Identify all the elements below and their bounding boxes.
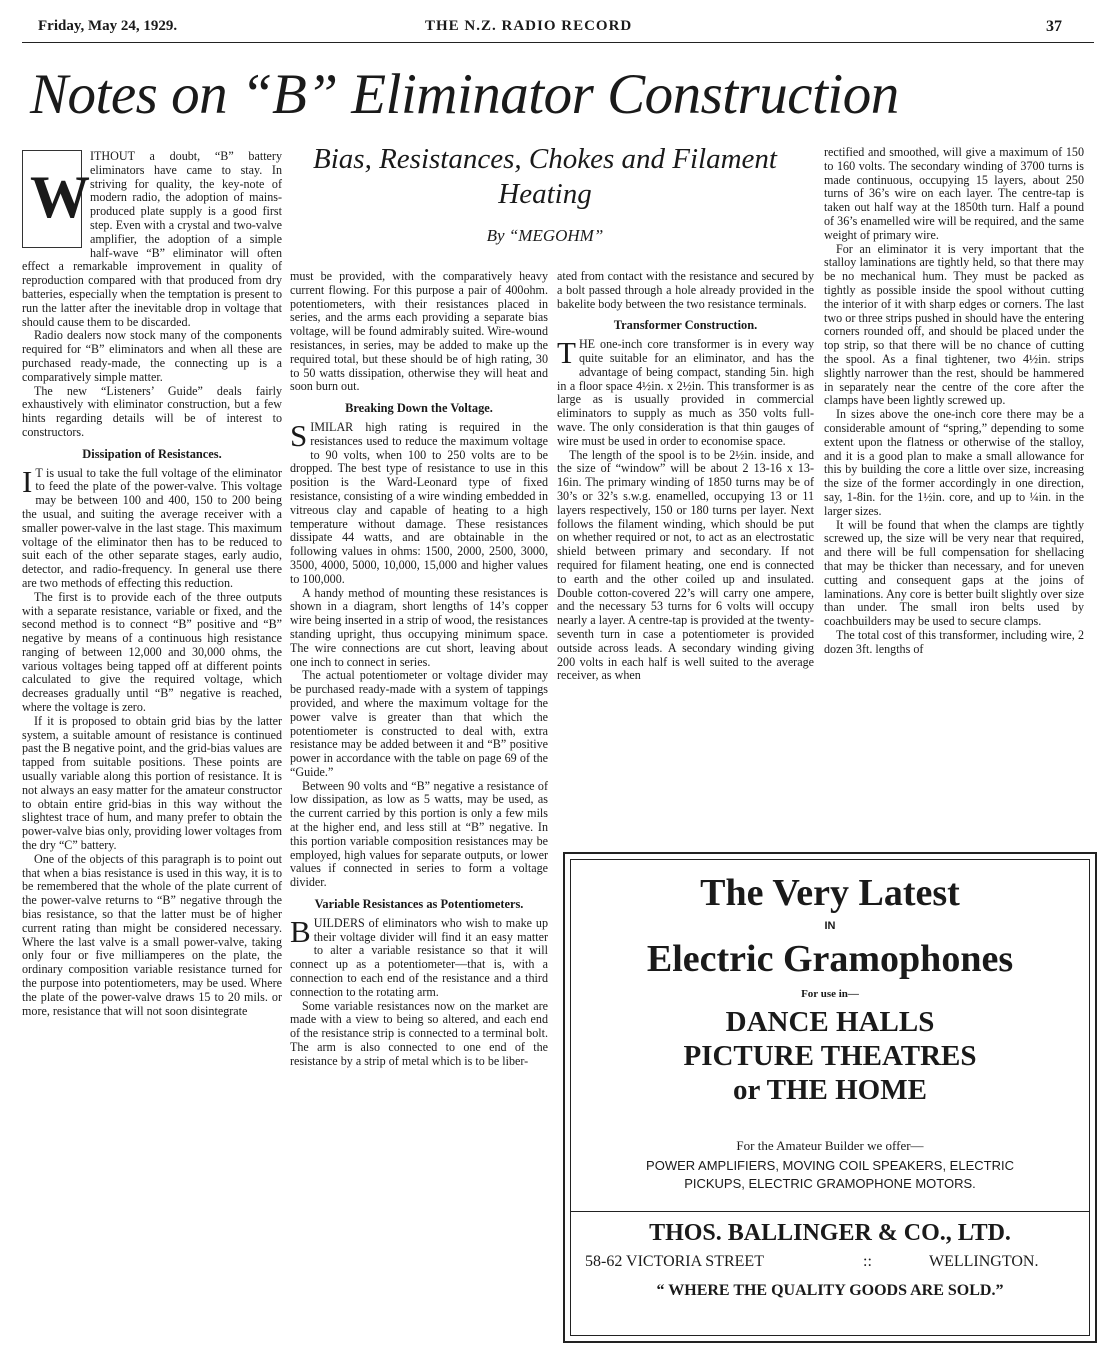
paragraph: I T is usual to take the full voltage of the eliminator to feed the plate of the power-valve. This voltage may be between 100 and 400, 150 to 200 being the usual, and suiting the average receiver with a smaller power-valve in the last stage. This maximum voltage of the eliminator then has to be reduced to suit each of the other separate stages, early audio, detector, and radio-frequency. In general use there are two methods of effecting this reduction. bbox=[22, 463, 282, 590]
drop-cap: T bbox=[557, 335, 576, 371]
byline: By “MEGOHM” bbox=[486, 226, 604, 245]
drop-cap: I bbox=[22, 463, 33, 499]
publication-name: THE N.Z. RADIO RECORD bbox=[425, 18, 633, 34]
section-heading: Breaking Down the Voltage. bbox=[345, 401, 493, 416]
article-subtitle: Bias, Resistances, Chokes and Filament Heating bbox=[313, 143, 777, 210]
advertisement bbox=[563, 852, 1097, 1343]
ad-address: 58-62 VICTORIA STREET bbox=[585, 1253, 764, 1270]
ad-venue-dance-halls: DANCE HALLS bbox=[725, 1006, 935, 1038]
ad-headline: The Very Latest bbox=[700, 872, 960, 914]
paragraph: It will be found that when the clamps are tightly screwed up, the size will be very near that required, and there will be full compensation for shellacing that may be thicker than necessary, and for uneven cutting and consequent gaps at the joins of laminations. Any core is better built slightly over size than under. The small iron belts used by coachbuilders may be used to secure clamps. bbox=[824, 517, 1084, 629]
paragraph: rectified and smoothed, will give a maximum of 150 to 160 volts. The secondary winding of 3700 turns is made continuous, occupying 15 layers, about 250 turns of 36’s wire on each layer. The centre-tap is taken out half way at the 1850th turn. Half a pound of 36’s enamelled wire will be required, and the same weight of primary wire. bbox=[824, 145, 1084, 242]
article-title: Notes on “B” Eliminator Construction bbox=[30, 63, 899, 126]
section-heading: Variable Resistances as Potentiometers. bbox=[314, 897, 524, 912]
section-heading: Dissipation of Resistances. bbox=[82, 446, 222, 461]
paragraph: For an eliminator it is very important that the stalloy laminations are tightly held, so that there may be no mechanical hum. They must be packed as tightly as possible inside the spool without cutting the interior of it with sharp edges or corners. The last two or three strips pushed in should have the entering corners rounded off, and should be placed under the top strip, so that there will be no chance of cutting the spool. As a final tightener, two 4½in. strips slightly narrower than the rest, should be hammered in separately near the centre of the core after the clamps have been lightly screwed up. bbox=[824, 241, 1084, 408]
ornamental-drop-cap: W bbox=[22, 150, 82, 248]
paragraph: BUILDERS of eliminators who wish to make up their voltage divider will find it an easy matter to alter a variable resistance so that it will connect up as a potentiometer—that is, with a connection to each end of the resistance and a third connection to the rotating arm. bbox=[290, 913, 548, 999]
paragraph: The length of the spool is to be 2½in. inside, and the size of “window” will be about 2 13-16 x 13-16in. The primary winding of 1850 turns may be of 30’s or 32’s s.w.g. enamelled, occupying 13 or 11 layers respectively, 150 or 180 turns per layer. Next follows the filament winding, which should be put on whether required or not, to act as an electrostatic shield between primary and secondary. If not required for filament heating, one end is connected to earth and the other coiled up and insulated. Double cotton-covered 22’s will carry one ampere, and the necessary 53 turns for 6 volts will occupy nearly a layer. A centre-tap is provided at the twenty-seventh turn in case a potentiometer is provided outside across leads. A secondary winding giving 200 volts in each half is well suited to the average receiver, as when bbox=[557, 447, 814, 683]
article-column-1 bbox=[22, 150, 282, 1018]
paragraph: Some variable resistances now on the market are made with a view to being so altered, and each end of the resistance strip is connected to a terminal bolt. The arm is also connected to one end of the resistance by a strip of metal which is to be liber- bbox=[290, 998, 548, 1068]
paragraph: SIMILAR high rating is required in the resistances used to reduce the maximum voltage to 90 volts, when 100 to 250 volts are to be dropped. The best type of resistance to use in this position is the Ward-Leonard type of fixed resistance, consisting of a wire winding embedded in vitreous clay and capable of heating to a high temperature without damage. These resistances dissipate 44 watts, and are obtainable in the following values in ohms: 1500, 2000, 2500, 3000, 3500, 4000, 5000, 10,000, 15,000 and higher values to 100,000. bbox=[290, 417, 548, 586]
section-heading: Transformer Construction. bbox=[613, 318, 758, 333]
ad-product: Electric Gramophones bbox=[646, 938, 1014, 980]
ad-separator: :: bbox=[863, 1253, 872, 1270]
article-column-2 bbox=[290, 270, 548, 1069]
page-number: 37 bbox=[1046, 18, 1062, 35]
paragraph: The total cost of this transformer, including wire, 2 dozen 3ft. lengths of bbox=[824, 627, 1084, 656]
paragraph: The first is to provide each of the three outputs with a separate resistance, variable or fixed, and the second method is to connect “B” positive and “B” negative by means of a continuous high resistance ranging of between 12,000 and 30,000 ohms, the various voltages being tapped off at different points calculated to give the required voltage, which decreases gradually until “B” negative is reached, where the voltage is zero. bbox=[22, 589, 282, 715]
paragraph: The actual potentiometer or voltage divider may be purchased ready-made with a system of tappings provided, and where the maximum voltage for the power valve is greater than that which the potentiometer is constructed to deal with, extra resistance may be added between it and “B” positive power in accordance with the table on page 69 of the “Guide.” bbox=[290, 668, 548, 779]
header-rule bbox=[22, 42, 1094, 43]
paragraph: ated from contact with the resistance and secured by a bolt passed through a hole already provided in the bakelite body between the two resistance terminals. bbox=[557, 269, 814, 311]
paragraph: must be provided, with the comparatively heavy current flowing. For this purpose a pair of 400ohm. potentiometers, with their resistances placed in series, and the arms each providing a separate bias voltage, will be found admirably suited. Wire-wound resistances, in series, may be added to make up the required total, but these should be of high rating, 30 to 50 watts dissipation, otherwise they will heat and soon burn out. bbox=[290, 269, 548, 394]
paragraph: The new “Listeners’ Guide” deals fairly exhaustively with eliminator construction, but a few hints regarding details will be of interest to constructors. bbox=[22, 383, 282, 439]
ad-divider bbox=[570, 1211, 1090, 1212]
ad-company-name: THOS. BALLINGER & CO., LTD. bbox=[649, 1220, 1011, 1246]
paragraph: Between 90 volts and “B” negative a resistance of low dissipation, as low as 5 watts, may be used, as the current carried by this portion is only a few mils at the higher end, and less still at “B” negative. In this portion variable composition resistances may be employed, high values for separate outputs, or lower values if connected in series to form a voltage divider. bbox=[290, 778, 548, 890]
paragraph: A handy method of mounting these resistances is shown in a diagram, short lengths of 14’s copper wire being inserted in a strip of wood, the resistances standing upright, thus occupying minimum space. The wire connections are cut short, leaving about one inch to connect in series. bbox=[290, 585, 548, 669]
ad-venue-picture-theatres: PICTURE THEATRES bbox=[683, 1040, 977, 1072]
ad-for-use: For use in— bbox=[801, 988, 859, 1000]
ad-offer: For the Amateur Builder we offer— bbox=[736, 1138, 924, 1153]
ad-products-line-2: PICKUPS, ELECTRIC GRAMOPHONE MOTORS. bbox=[684, 1176, 976, 1191]
article-column-3 bbox=[557, 270, 814, 683]
ad-city: WELLINGTON. bbox=[929, 1253, 1039, 1270]
paragraph: THE one-inch core transformer is in every way quite suitable for an eliminator, and has the advantage of being compact, standing 5in. high in a floor space 4½in. x 2½in. This transformer is as large as is usually provided in commercial eliminators to supply as much as 350 volts full-wave. The only consideration is that thin gauges of wire must be used in order to economise space. bbox=[557, 335, 814, 448]
paragraph: One of the objects of this paragraph is to point out that when a bias resistance is used in this way, it is to be remembered that the whole of the plate current of the power-valve returns to “B” negative through the bias resistance, so that the latter must be of higher current rating than might be considered necessary. Where the last valve is a small power-valve, taking only four or five milliamperes on the plate, the ordinary composition variable resistance turned for the purpose into potentiometers, may be used. Where the plate of the power-valve draws 15 to 20 mils. or more, resistance that will not soon disintegrate bbox=[22, 851, 282, 1018]
issue-date: Friday, May 24, 1929. bbox=[38, 18, 178, 34]
ad-products-line-1: POWER AMPLIFIERS, MOVING COIL SPEAKERS, ELECTRIC bbox=[646, 1158, 1014, 1173]
drop-cap: S bbox=[290, 417, 308, 453]
paragraph: Radio dealers now stock many of the components required for “B” eliminators and when all these are purchased ready-made, the connecting up is a comparatively simple matter. bbox=[22, 328, 282, 384]
ad-in: IN bbox=[824, 920, 836, 932]
ad-venue-home: or THE HOME bbox=[733, 1074, 927, 1106]
paragraph: If it is proposed to obtain grid bias by the latter system, a suitable amount of resistance is continued past the B negative point, and the grid-bias values are tapped from suitable positions. These points are usually variable along this portion of resistance. It is not always an easy matter for the amateur constructor to obtain entire grid-bias in this way without the slightest trace of hum, and many prefer to obtain the power-valve bias only, providing lower voltages from the dry “C” battery. bbox=[22, 713, 282, 853]
article-column-4 bbox=[824, 146, 1084, 656]
paragraph: ITHOUT a doubt, “B” battery eliminators have came to stay. In striving for quality, the key-note of modern radio, the adoption of mains-produced plate supply is a good first step. Even with a crystal and two-valve amplifier, the adoption of a simple half-wave “B” eliminator will often effect a remarkable improvement in quality of reproduction compared with that produced from dry batteries, especially when the temptation is present to run the latter after the inevitable drop in voltage that should cause them to be discarded. bbox=[22, 149, 282, 329]
subtitle-block bbox=[290, 142, 800, 246]
paragraph: In sizes above the one-inch core there may be a considerable amount of “spring,” depending to some extent upon the flatness or otherwise of the stalloy, and it is a good plan to make a small allowance for this by building the core a little over size, increasing the size of the former accordingly in one direction, say, 1-8in. for the 1½in. core, and up to ¼in. in the larger sizes. bbox=[824, 407, 1084, 518]
drop-cap: B bbox=[290, 913, 311, 949]
ad-slogan: “ WHERE THE QUALITY GOODS ARE SOLD.” bbox=[656, 1282, 1004, 1299]
